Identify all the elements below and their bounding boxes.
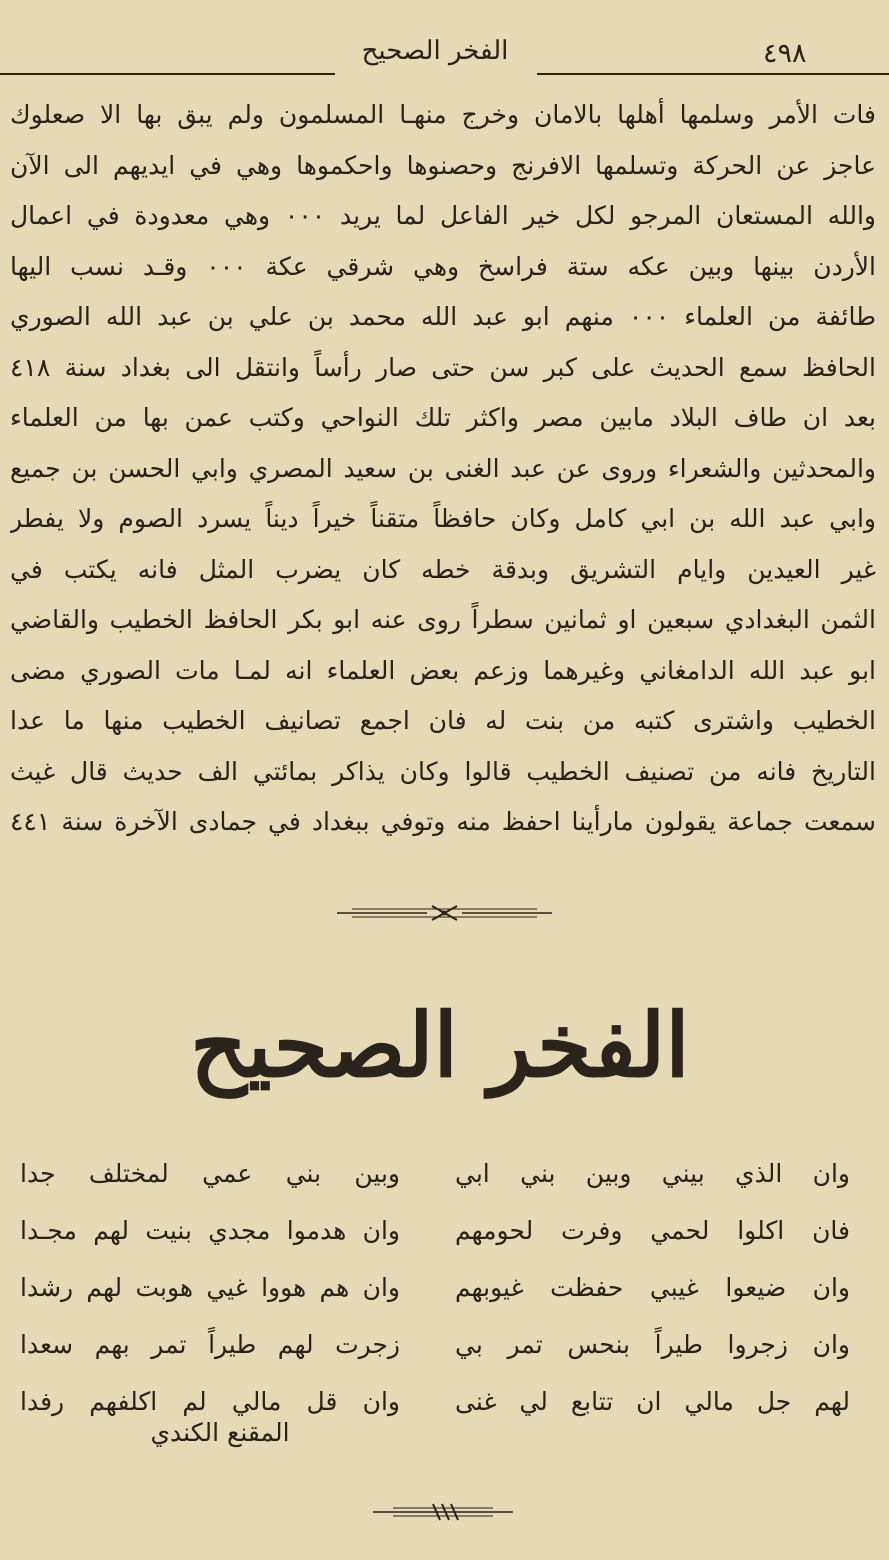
body-line: والمحدثين والشعراء وروى عن عبد الغنى بن سعيد المصري وابي الحسن بن جميع [10, 453, 876, 483]
verse-first-hemistich: وان الذي بيني وبين بني ابي [455, 1159, 850, 1188]
poem-verse [20, 1259, 850, 1316]
body-line: التاريخ فانه من تصنيف الخطيب قالوا وكان يذاكر بمائتي الف حديث قال غيث [10, 756, 876, 786]
header-rule-left [0, 73, 335, 75]
poem-verse [20, 1145, 850, 1202]
body-line: طائفة من العلماء ٠٠٠ منهم ابو عبد الله محمد بن علي بن عبد الله الصوري [10, 302, 876, 331]
running-title: الفخر الصحيح [361, 36, 509, 66]
verse-second-hemistich: زجرت لهم طيراً تمر بهم سعدا [20, 1330, 400, 1359]
verse-first-hemistich: لهم جل مالي ان تتابع لي غنى [455, 1387, 850, 1416]
body-line: فات الأمر وسلمها أهلها بالامان وخرج منهـا المسلمون ولم يبق بها الا صعلوك [10, 100, 876, 129]
body-line: غير العيدين وايام التشريق وبدقة خطه كان يضرب المثل فانه يكتب في [10, 554, 876, 584]
page-number: ٤٩٨ [763, 38, 807, 69]
body-line: والله المستعان المرجو لكل خير الفاعل لما يريد ٠٠٠ وهي معدودة في اعمال [10, 201, 876, 230]
verse-second-hemistich: وان هم هووا غيي هوبت لهم رشدا [20, 1273, 400, 1302]
verse-second-hemistich: وان هدموا مجدي بنيت لهم مجـدا [20, 1216, 400, 1245]
verse-second-hemistich: وبين بني عمي لمختلف جدا [20, 1159, 400, 1188]
verse-first-hemistich: وان ضيعوا غيبي حفظت غيوبهم [455, 1273, 850, 1302]
body-line: الخطيب واشترى كتبه من بنت له فان اجمع تصانيف الخطيب منها ما عدا [10, 706, 876, 735]
verse-first-hemistich: وان زجروا طيراً بنحس تمر بي [455, 1330, 850, 1359]
verse-second-hemistich: وان قل مالي لم اكلفهم رفدا [20, 1387, 400, 1416]
body-line: بعد ان طاف البلاد مابين مصر واكثر تلك النواحي وكتب عمن بها من العلماء [10, 403, 876, 432]
ornament-divider-bottom [368, 1500, 518, 1524]
poem-verse [20, 1316, 850, 1373]
running-header [0, 28, 889, 78]
poem [20, 1145, 850, 1430]
body-line: الأردن بينها وبين عكه ستة فراسخ وهي شرقي عكة ٠٠٠ وقـد نسب اليها [10, 251, 876, 281]
ornament-divider-top [332, 900, 557, 926]
header-rule-right [537, 73, 889, 75]
verse-first-hemistich: فان اكلوا لحمي وفرت لحومهم [455, 1216, 850, 1245]
body-paragraph [10, 90, 876, 848]
body-line: وابي عبد الله بن ابي كامل وكان حافظاً متقناً خيراً ديناً يسرد الصوم ولا يفطر [10, 504, 876, 533]
body-line: سمعت جماعة يقولون مارأينا احفظ منه وتوفي ببغداد في جمادى الآخرة سنة ٤٤١ [10, 807, 876, 836]
body-line: عاجز عن الحركة وتسلمها الافرنج وحصنوها واحكموها وهي في ايديهم الى الآن [10, 150, 876, 180]
section-title: الفخر الصحيح [190, 993, 690, 1097]
poet-attribution: المقنع الكندي [150, 1418, 290, 1447]
body-line: ابو عبد الله الدامغاني وغيرهما وزعم بعض العلماء انه لمـا مات الصوري مضى [10, 655, 876, 685]
body-line: الحافظ سمع الحديث على كبر سن حتى صار رأساً وانتقل الى بغداد سنة ٤١٨ [10, 352, 876, 382]
poem-verse [20, 1202, 850, 1259]
body-line: الثمن البغدادي سبعين او ثمانين سطراً روى عنه ابو بكر الحافظ الخطيب والقاضي [10, 605, 876, 634]
